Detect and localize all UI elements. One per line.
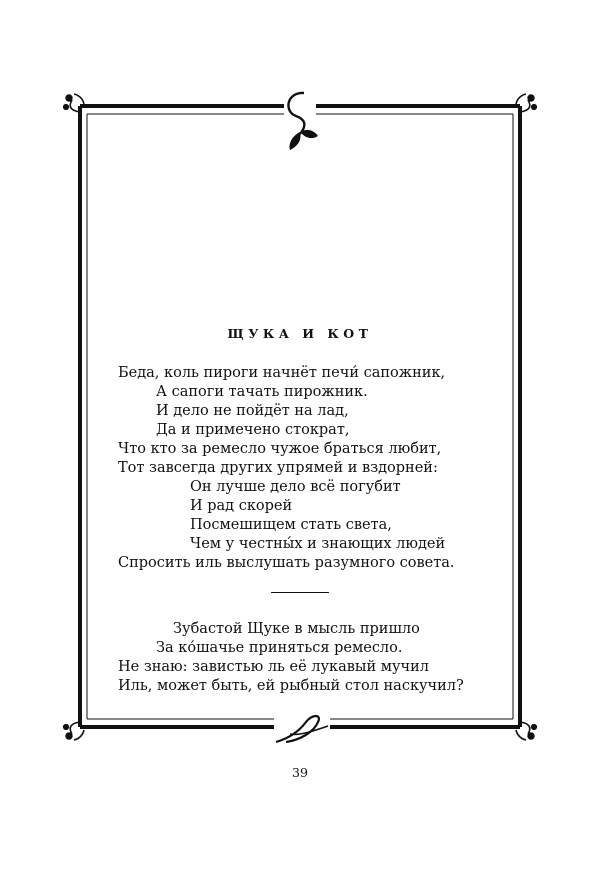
poem-line: Посмешищем стать света, xyxy=(190,517,392,533)
bottom-flourish-icon xyxy=(274,714,330,744)
poem-line: Что кто за ремесло чужое браться любит, xyxy=(118,441,442,457)
poem-line: И рад скорей xyxy=(190,498,293,514)
top-flourish-icon xyxy=(284,92,318,150)
poem-line: Иль, может быть, ей рыбный стол наскучил? xyxy=(118,678,464,694)
stanza-divider xyxy=(271,592,329,593)
poem-line: Беда, коль пироги начнёт печи́ сапожник, xyxy=(118,365,446,381)
poem-line: Зубастой Щуке в мысль пришло xyxy=(173,621,420,637)
poem-line: Он лучше дело всё погубит xyxy=(190,479,401,495)
poem-line: Не знаю: завистью ль её лукавый мучил xyxy=(118,659,430,675)
poem-line: Да и примечено стократ, xyxy=(156,422,350,438)
page-number: 39 xyxy=(292,765,308,780)
poem-line: А сапоги тачать пирожник. xyxy=(156,384,368,400)
poem-line: Тот завсегда других упрямей и вздорней: xyxy=(118,460,438,476)
poem-line: И дело не пойдёт на лад, xyxy=(156,403,349,419)
poem-line: Спросить иль выслушать разумного совета. xyxy=(118,555,455,571)
poem-title: ЩУКА И КОТ xyxy=(227,326,373,341)
poem-line: За ко́шачье приняться ремесло. xyxy=(156,640,403,656)
poem-line: Чем у честны́х и знающих людей xyxy=(190,536,446,552)
